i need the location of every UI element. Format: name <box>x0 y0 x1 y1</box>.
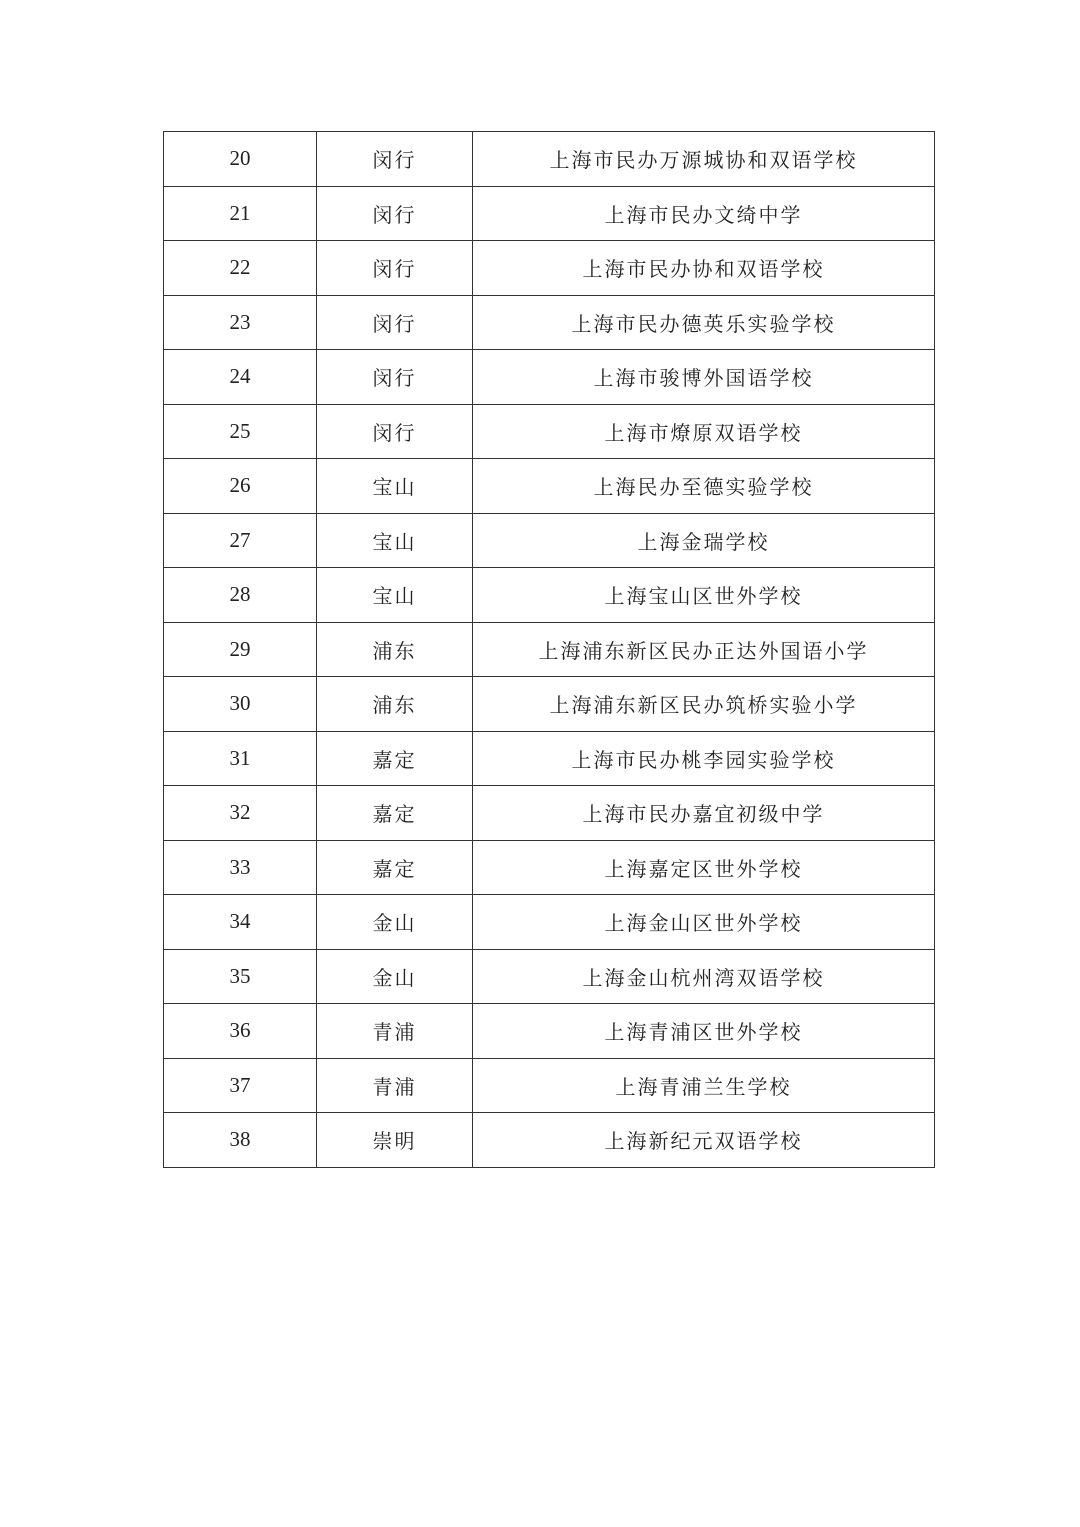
district-cell: 浦东 <box>317 677 473 732</box>
table-row <box>164 568 935 623</box>
row-number: 24 <box>164 350 317 405</box>
school-name-cell: 上海金瑞学校 <box>473 513 935 568</box>
school-name-cell: 上海市民办文绮中学 <box>473 186 935 241</box>
table-row <box>164 459 935 514</box>
district-cell: 闵行 <box>317 350 473 405</box>
row-number: 22 <box>164 241 317 296</box>
district-cell: 闵行 <box>317 132 473 187</box>
school-name-cell: 上海青浦区世外学校 <box>473 1004 935 1059</box>
district-cell: 浦东 <box>317 622 473 677</box>
school-name-cell: 上海市燎原双语学校 <box>473 404 935 459</box>
row-number: 28 <box>164 568 317 623</box>
district-cell: 嘉定 <box>317 731 473 786</box>
table-row <box>164 404 935 459</box>
school-name-cell: 上海金山区世外学校 <box>473 895 935 950</box>
table-row <box>164 786 935 841</box>
row-number: 21 <box>164 186 317 241</box>
school-name-cell: 上海浦东新区民办正达外国语小学 <box>473 622 935 677</box>
school-name-cell: 上海嘉定区世外学校 <box>473 840 935 895</box>
district-cell: 闵行 <box>317 186 473 241</box>
table-row <box>164 295 935 350</box>
district-cell: 闵行 <box>317 404 473 459</box>
table-row <box>164 895 935 950</box>
table-row <box>164 186 935 241</box>
row-number: 23 <box>164 295 317 350</box>
row-number: 26 <box>164 459 317 514</box>
row-number: 38 <box>164 1113 317 1168</box>
school-name-cell: 上海浦东新区民办筑桥实验小学 <box>473 677 935 732</box>
row-number: 20 <box>164 132 317 187</box>
row-number: 36 <box>164 1004 317 1059</box>
row-number: 29 <box>164 622 317 677</box>
district-cell: 青浦 <box>317 1058 473 1113</box>
row-number: 27 <box>164 513 317 568</box>
school-name-cell: 上海金山杭州湾双语学校 <box>473 949 935 1004</box>
school-name-cell: 上海市骏博外国语学校 <box>473 350 935 405</box>
table-row <box>164 1004 935 1059</box>
table-body <box>164 132 935 1168</box>
row-number: 32 <box>164 786 317 841</box>
row-number: 37 <box>164 1058 317 1113</box>
district-cell: 青浦 <box>317 1004 473 1059</box>
school-name-cell: 上海市民办桃李园实验学校 <box>473 731 935 786</box>
district-cell: 闵行 <box>317 241 473 296</box>
row-number: 33 <box>164 840 317 895</box>
school-list-table <box>163 131 935 1168</box>
table-row <box>164 513 935 568</box>
school-name-cell: 上海市民办德英乐实验学校 <box>473 295 935 350</box>
school-name-cell: 上海新纪元双语学校 <box>473 1113 935 1168</box>
table-row <box>164 731 935 786</box>
table-row <box>164 622 935 677</box>
table-row <box>164 132 935 187</box>
school-name-cell: 上海市民办嘉宜初级中学 <box>473 786 935 841</box>
school-name-cell: 上海宝山区世外学校 <box>473 568 935 623</box>
table-row <box>164 677 935 732</box>
row-number: 31 <box>164 731 317 786</box>
district-cell: 嘉定 <box>317 786 473 841</box>
district-cell: 宝山 <box>317 459 473 514</box>
row-number: 25 <box>164 404 317 459</box>
district-cell: 宝山 <box>317 568 473 623</box>
table-row <box>164 241 935 296</box>
school-name-cell: 上海市民办协和双语学校 <box>473 241 935 296</box>
school-name-cell: 上海市民办万源城协和双语学校 <box>473 132 935 187</box>
table-row <box>164 350 935 405</box>
district-cell: 崇明 <box>317 1113 473 1168</box>
table-row <box>164 1058 935 1113</box>
district-cell: 金山 <box>317 949 473 1004</box>
district-cell: 宝山 <box>317 513 473 568</box>
row-number: 34 <box>164 895 317 950</box>
table-row <box>164 949 935 1004</box>
table-row <box>164 1113 935 1168</box>
table-row <box>164 840 935 895</box>
school-name-cell: 上海青浦兰生学校 <box>473 1058 935 1113</box>
row-number: 30 <box>164 677 317 732</box>
district-cell: 金山 <box>317 895 473 950</box>
district-cell: 闵行 <box>317 295 473 350</box>
district-cell: 嘉定 <box>317 840 473 895</box>
row-number: 35 <box>164 949 317 1004</box>
school-name-cell: 上海民办至德实验学校 <box>473 459 935 514</box>
